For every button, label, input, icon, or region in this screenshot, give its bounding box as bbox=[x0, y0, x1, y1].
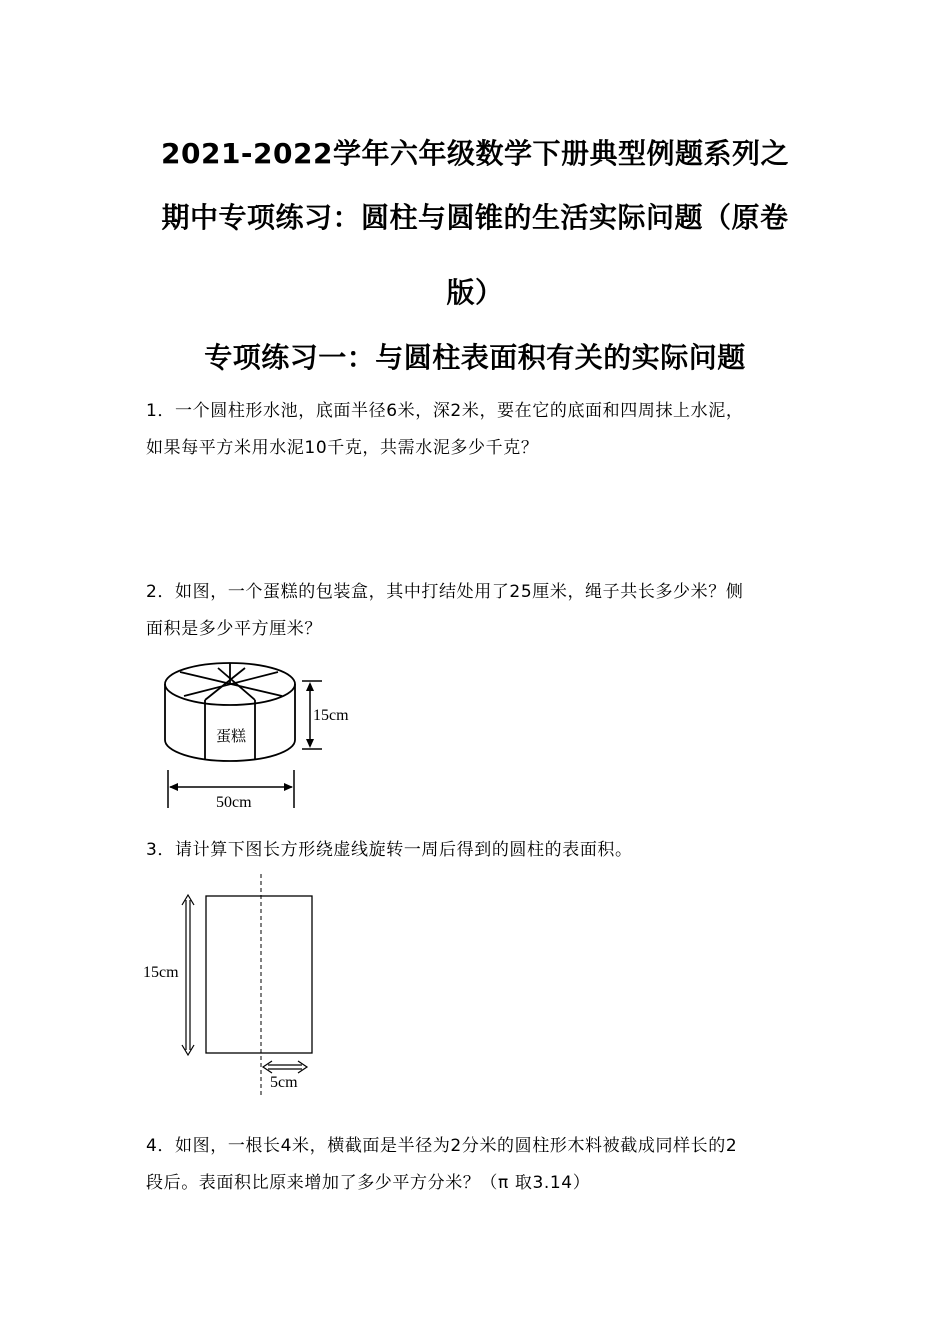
doc-title-line-3: 版） bbox=[446, 276, 504, 309]
question-1-line-1: 1．一个圆柱形水池，底面半径6米，深2米，要在它的底面和四周抹上水泥， bbox=[146, 401, 744, 421]
question-2-line-2: 面积是多少平方厘米？ bbox=[146, 619, 322, 639]
cake-width-label: 50cm bbox=[216, 794, 252, 811]
doc-title-line-1: 2021-2022学年六年级数学下册典型例题系列之 bbox=[161, 137, 789, 170]
cake-box-label: 蛋糕 bbox=[216, 727, 247, 745]
question-2 bbox=[146, 574, 826, 648]
rectangle-height-label: 15cm bbox=[143, 964, 179, 981]
rectangle-width-label: 5cm bbox=[270, 1074, 298, 1091]
question-1 bbox=[146, 393, 826, 467]
question-4-line-2: 段后。表面积比原来增加了多少平方分米？（π 取3.14） bbox=[146, 1173, 591, 1193]
rectangle-figure bbox=[140, 870, 340, 1095]
question-3 bbox=[146, 832, 826, 869]
question-3-line-1: 3．请计算下图长方形绕虚线旋转一周后得到的圆柱的表面积。 bbox=[146, 840, 633, 860]
question-2-line-1: 2．如图，一个蛋糕的包装盒，其中打结处用了25厘米，绳子共长多少米？侧 bbox=[146, 582, 744, 602]
section-title: 专项练习一：与圆柱表面积有关的实际问题 bbox=[204, 341, 746, 374]
question-4 bbox=[146, 1128, 826, 1202]
rectangle bbox=[206, 896, 312, 1053]
cake-box-figure bbox=[160, 660, 380, 815]
cake-height-label: 15cm bbox=[313, 707, 349, 724]
question-4-line-1: 4．如图，一根长4米，横截面是半径为2分米的圆柱形木料被截成同样长的2 bbox=[146, 1136, 738, 1156]
doc-title-line-2: 期中专项练习：圆柱与圆锥的生活实际问题（原卷 bbox=[161, 201, 789, 234]
question-1-line-2: 如果每平方米用水泥10千克，共需水泥多少千克？ bbox=[146, 438, 539, 458]
